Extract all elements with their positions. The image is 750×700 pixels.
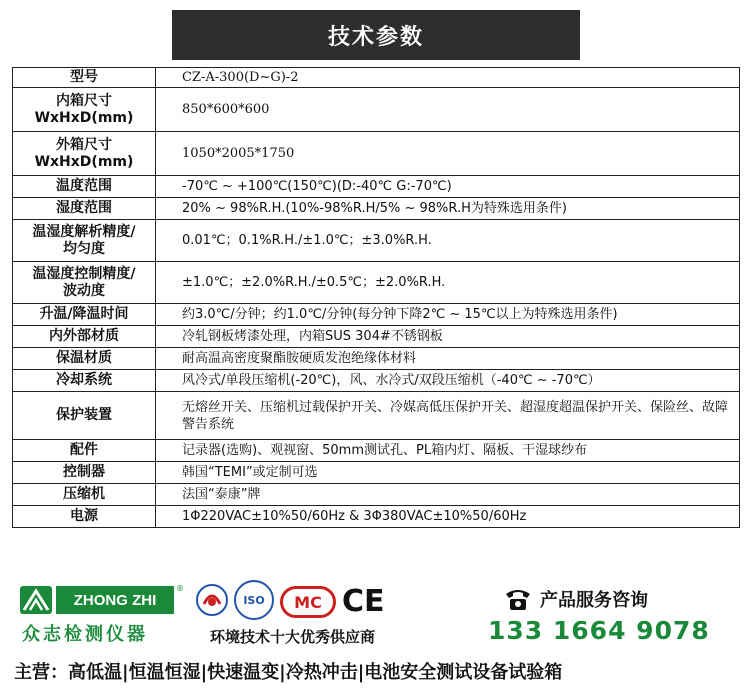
spec-row <box>13 176 740 198</box>
spec-row <box>13 370 740 392</box>
spec-label: 压缩机 <box>13 484 156 506</box>
spec-row <box>13 348 740 370</box>
spec-label: 电源 <box>13 506 156 528</box>
spec-row <box>13 326 740 348</box>
spec-row <box>13 68 740 88</box>
spec-value: 冷轧钢板烤漆处理，内箱SUS 304#不锈钢板 <box>156 326 740 348</box>
mc-certification-icon: MC <box>280 586 336 618</box>
spec-value: 850*600*600 <box>156 88 740 132</box>
spec-label: 内外部材质 <box>13 326 156 348</box>
spec-label: 升温/降温时间 <box>13 304 156 326</box>
registered-mark: ® <box>176 584 184 593</box>
spec-label: 外箱尺寸 WxHxD(mm) <box>13 132 156 176</box>
page-title: 技术参数 <box>172 10 580 60</box>
spec-label: 温湿度控制精度/ 波动度 <box>13 262 156 304</box>
supplier-award: 环境技术十大优秀供应商 <box>210 628 376 646</box>
spec-label: 配件 <box>13 440 156 462</box>
ce-mark-icon: CE <box>342 584 385 619</box>
certification-seal-icon <box>192 582 232 618</box>
spec-value: ±1.0℃；±2.0%R.H./±0.5℃；±2.0%R.H. <box>156 262 740 304</box>
footer <box>0 572 750 700</box>
phone-number[interactable]: 133 1664 9078 <box>488 616 710 645</box>
main-business: 主营：高低温|恒温恒湿|快速温变|冷热冲击|电池安全测试设备试验箱 <box>14 662 563 683</box>
spec-value: 记录器(选购)、观视窗、50mm测试孔、PL箱内灯、隔板、干湿球纱布 <box>156 440 740 462</box>
spec-value: -70℃ ~ +100℃(150℃)(D:-40℃ G:-70℃) <box>156 176 740 198</box>
zhongzhi-logo-icon <box>20 586 52 614</box>
spec-table <box>12 67 740 528</box>
spec-row <box>13 484 740 506</box>
spec-value: 风冷式/单段压缩机(-20℃)，风、水冷式/双段压缩机（-40℃ ~ -70℃） <box>156 370 740 392</box>
spec-row <box>13 88 740 132</box>
spec-row <box>13 132 740 176</box>
spec-row <box>13 462 740 484</box>
spec-row <box>13 198 740 220</box>
spec-row <box>13 304 740 326</box>
telephone-icon <box>504 586 532 612</box>
spec-label: 内箱尺寸 WxHxD(mm) <box>13 88 156 132</box>
spec-label: 保温材质 <box>13 348 156 370</box>
spec-row <box>13 220 740 262</box>
spec-label: 控制器 <box>13 462 156 484</box>
spec-label: 冷却系统 <box>13 370 156 392</box>
spec-value: 1050*2005*1750 <box>156 132 740 176</box>
spec-label: 湿度范围 <box>13 198 156 220</box>
spec-value: 20% ~ 98%R.H.(10%-98%R.H/5% ~ 98%R.H为特殊选用条件) <box>156 198 740 220</box>
spec-row <box>13 440 740 462</box>
iso-certification-icon: ISO <box>234 580 274 620</box>
spec-value: 无熔丝开关、压缩机过载保护开关、冷媒高低压保护开关、超湿度超温保护开关、保险丝、故障警告系统 <box>156 392 740 440</box>
spec-label: 温湿度解析精度/ 均匀度 <box>13 220 156 262</box>
spec-row <box>13 506 740 528</box>
spec-row <box>13 392 740 440</box>
spec-value: 韩国“TEMI”或定制可选 <box>156 462 740 484</box>
service-label: 产品服务咨询 <box>540 590 648 611</box>
spec-value: 1Φ220VAC±10%50/60Hz & 3Φ380VAC±10%50/60Hz <box>156 506 740 528</box>
spec-label: 保护装置 <box>13 392 156 440</box>
brand-name-en: ZHONG ZHI <box>56 586 174 614</box>
spec-label: 温度范围 <box>13 176 156 198</box>
spec-value: 法国“泰康”牌 <box>156 484 740 506</box>
spec-value: 0.01℃；0.1%R.H./±1.0℃；±3.0%R.H. <box>156 220 740 262</box>
brand-name-cn: 众志检测仪器 <box>22 624 148 645</box>
spec-row <box>13 262 740 304</box>
spec-value: 约3.0℃/分钟；约1.0℃/分钟(每分钟下降2℃ ~ 15℃以上为特殊选用条件) <box>156 304 740 326</box>
spec-label: 型号 <box>13 68 156 88</box>
spec-value: 耐高温高密度聚酯胺硬质发泡绝缘体材料 <box>156 348 740 370</box>
spec-value: CZ-A-300(D~G)-2 <box>156 68 740 88</box>
